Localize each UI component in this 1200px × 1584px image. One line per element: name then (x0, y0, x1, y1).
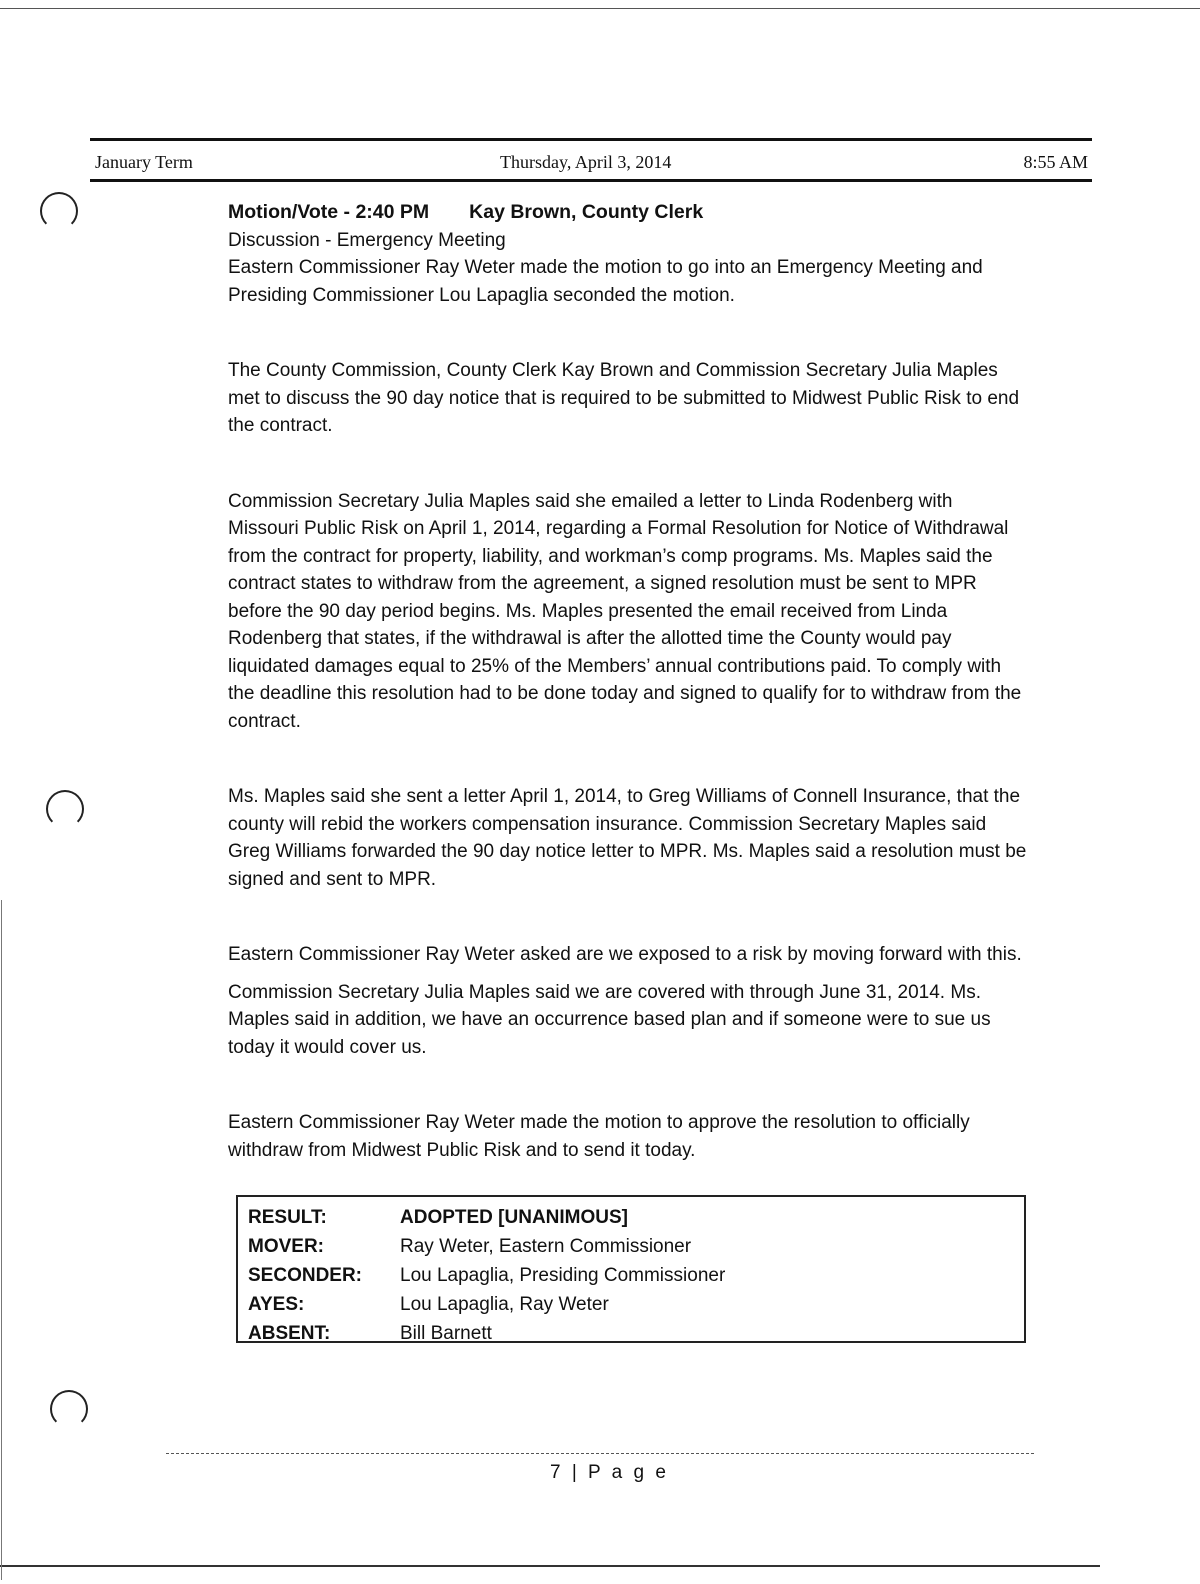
vote-label: SECONDER: (248, 1264, 363, 1286)
vote-row-ayes (248, 1290, 725, 1319)
minutes-body (228, 199, 1028, 1164)
paragraph: Eastern Commissioner Ray Weter asked are we exposed to a risk by moving forward with this. (228, 944, 1022, 965)
discussion-line: Discussion - Emergency Meeting (228, 229, 506, 251)
footer-rule (166, 1453, 1034, 1454)
scan-edge-top (0, 8, 1200, 9)
vote-result-box (236, 1195, 1026, 1343)
vote-row-result (248, 1203, 725, 1232)
vote-label: AYES: (248, 1293, 305, 1315)
vote-table (248, 1203, 725, 1348)
paragraph: Eastern Commissioner Ray Weter made the motion to go into an Emergency Meeting and Presiding Commissioner Lou Lapaglia seconded the motion. (228, 257, 983, 306)
paragraph: Commission Secretary Julia Maples said she emailed a letter to Linda Rodenberg with Missouri Public Risk on April 1, 2014, regarding a Formal Resolution for Notice of Withdrawal from the contract for property, liability, and workman’s comp programs. Ms. Maples said the contract states to withdraw from the agreement, a signed resolution must be sent to MPR before the 90 day period begins. Ms. Maples presented the email received from Linda Rodenberg that states, if the withdrawal is after the allotted time the County would pay liquidated damages equal to 25% of the Members’ annual contributions paid. To comply with the deadline this resolution had to be done today and signed to qualify for to withdraw from the contract. (228, 490, 1022, 732)
motion-title: Motion/Vote - 2:40 PM (228, 201, 430, 223)
page-number: 7 | P a g e (550, 1462, 669, 1483)
paragraph: The County Commission, County Clerk Kay Brown and Commission Secretary Julia Maples met to discuss the 90 day notice that is required to be submitted to Midwest Public Risk to end the contract. (228, 360, 1020, 436)
vote-row-mover (248, 1232, 725, 1261)
punch-hole-mark (50, 1390, 88, 1428)
vote-label: MOVER: (248, 1235, 324, 1257)
header-rule-bottom (90, 179, 1092, 182)
motion-clerk: Kay Brown, County Clerk (469, 201, 704, 223)
header-term: January Term (95, 152, 193, 172)
vote-row-absent (248, 1319, 725, 1348)
punch-hole-mark (40, 192, 78, 230)
vote-value: Ray Weter, Eastern Commissioner (400, 1235, 692, 1257)
vote-label: RESULT: (248, 1206, 327, 1228)
header-time: 8:55 AM (1023, 152, 1088, 172)
vote-value: Bill Barnett (400, 1322, 492, 1344)
header-date: Thursday, April 3, 2014 (500, 152, 672, 172)
paragraph: Commission Secretary Julia Maples said we are covered with through June 31, 2014. Ms. Maples said in addition, we have an occurrence based plan and if someone were to sue us today it would cover us. (228, 981, 991, 1058)
vote-value: Lou Lapaglia, Ray Weter (400, 1293, 609, 1315)
vote-value: ADOPTED [UNANIMOUS] (400, 1206, 628, 1228)
header-rule-top (90, 138, 1092, 141)
paragraph: Ms. Maples said she sent a letter April 1, 2014, to Greg Williams of Connell Insurance, that the county will rebid the workers compensation insurance. Commission Secretary Maples said Greg Williams forwarded the 90 day notice letter to MPR. Ms. Maples said a resolution must be signed and sent to MPR. (228, 786, 1027, 890)
scan-edge-bottom (0, 1565, 1100, 1567)
vote-label: ABSENT: (248, 1322, 331, 1344)
motion-title-line (228, 199, 1028, 227)
vote-value: Lou Lapaglia, Presiding Commissioner (400, 1264, 726, 1286)
scan-edge-left (1, 900, 2, 1580)
vote-row-seconder (248, 1261, 725, 1290)
punch-hole-mark (46, 790, 84, 828)
paragraph: Eastern Commissioner Ray Weter made the motion to approve the resolution to officially withdraw from Midwest Public Risk and to send it today. (228, 1112, 970, 1161)
